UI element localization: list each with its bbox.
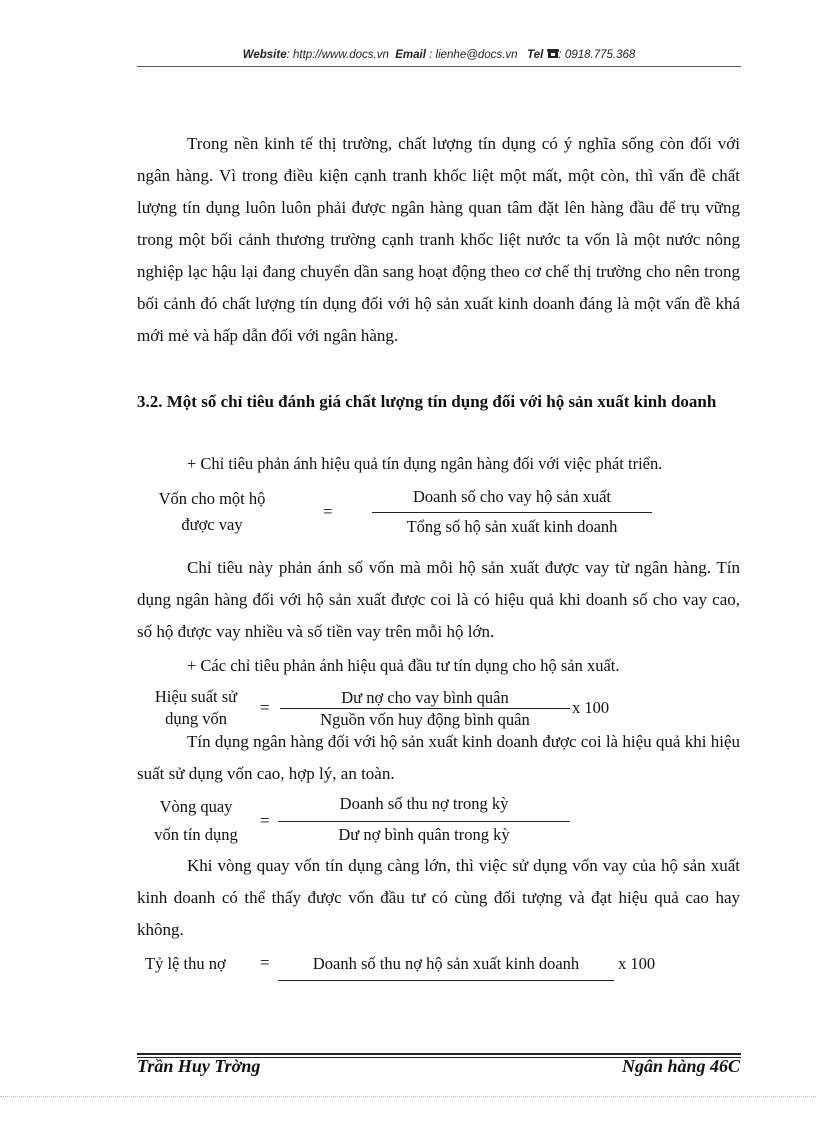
formula3-equals: = [260, 811, 270, 830]
formula3-denominator: Dư nợ bình quân trong kỳ [338, 825, 510, 844]
tel-label: Tel [527, 49, 544, 61]
criterion-item-2: + Các chỉ tiêu phản ánh hiệu quả đầu tư tín dụng cho hộ sản xuất. [187, 656, 620, 675]
formula4-label: Tỷ lệ thu nợ [145, 954, 226, 973]
formula1-equals: = [323, 502, 333, 521]
paragraph-loan-explanation: Chỉ tiêu này phản ánh số vốn mà mỗi hộ sản xuất được vay từ ngân hàng. Tín dụng ngân hàng đối với hộ sản xuất được coi là có hiệu quả khi doanh số cho vay cao, số hộ được vay nhiều và số tiền vay trên mỗi hộ lớn. [137, 558, 740, 641]
formula4-fraction-bar [278, 980, 614, 981]
formula4-numerator: Doanh số thu nợ hộ sản xuất kinh doanh [312, 954, 580, 973]
paragraph-turnover-explanation: Khi vòng quay vốn tín dụng càng lớn, thì việc sử dụng vốn vay của hộ sản xuất kinh doanh có thể thấy được vốn đầu tư có cùng đối tượng và đạt hiệu quả cao hay không. [137, 856, 740, 939]
formula1-fraction-bar [372, 512, 652, 513]
page-header [137, 48, 741, 66]
phone-icon [547, 48, 559, 59]
formula1-denominator: Tổng số hộ sản xuất kinh doanh [406, 517, 618, 536]
formula2-multiplier: x 100 [572, 698, 610, 717]
footer-author: Trần Huy Trờng [137, 1056, 261, 1076]
page-bottom-border [0, 1096, 816, 1097]
formula2-equals: = [260, 698, 270, 717]
formula1-label: Vốn cho một hộ được vay [158, 489, 266, 534]
formula2-denominator: Nguồn vốn huy động bình quân [320, 710, 530, 729]
formula2-fraction-bar [280, 708, 570, 709]
formula1-numerator: Doanh số cho vay hộ sản xuất [413, 487, 611, 506]
website-value: : http://www.docs.vn [286, 49, 389, 61]
footer-class: Ngân hàng 46C [621, 1056, 740, 1076]
formula4-equals: = [260, 953, 270, 972]
formula3-numerator: Doanh số thu nợ trong kỳ [339, 794, 509, 813]
criterion-item-1: + Chỉ tiêu phản ánh hiệu quả tín dụng ngân hàng đối với việc phát triển. [187, 454, 663, 473]
header-divider [137, 66, 741, 67]
footer-divider-thick [137, 1053, 741, 1055]
formula2-label: Hiệu suất sử dụng vốn [154, 687, 238, 728]
formula3-label: Vòng quay vốn tín dụng [154, 797, 238, 844]
formula4-multiplier: x 100 [618, 954, 656, 973]
paragraph-efficiency-explanation: Tín dụng ngân hàng đối với hộ sản xuất kinh doanh được coi là hiệu quả khi hiệu suất sử dụng vốn cao, hợp lý, an toàn. [137, 732, 740, 783]
paragraph-intro: Trong nền kinh tế thị trường, chất lượng tín dụng có ý nghĩa sống còn đối với ngân hàng. Vì trong điều kiện cạnh tranh khốc liệt một mất, một còn, thì vấn đề chất lượng tín dụng luôn luôn phải được ngân hàng quan tâm đặt lên hàng đầu để trụ vững trong một bối cảnh thương trường cạnh tranh khốc liệt nước ta vốn là một nước nông nghiệp lạc hậu lại đang chuyển dần sang hoạt động theo cơ chế thị trường cho nên trong bối cảnh đó chất lượng tín dụng đối với hộ sản xuất kinh doanh đáng là một vấn đề khá mới mẻ và hấp dẫn đối với ngân hàng. [137, 134, 740, 345]
email-label: Email [395, 49, 426, 61]
tel-value: : 0918.775.368 [558, 49, 636, 61]
email-value: : lienhe@docs.vn [425, 49, 518, 61]
section-heading: 3.2. Một số chỉ tiêu đánh giá chất lượng tín dụng đối với hộ sản xuất kinh doanh [137, 392, 717, 411]
formula3-fraction-bar [278, 821, 570, 822]
formula2-numerator: Dư nợ cho vay bình quân [341, 688, 509, 707]
website-label: Website [242, 49, 287, 61]
